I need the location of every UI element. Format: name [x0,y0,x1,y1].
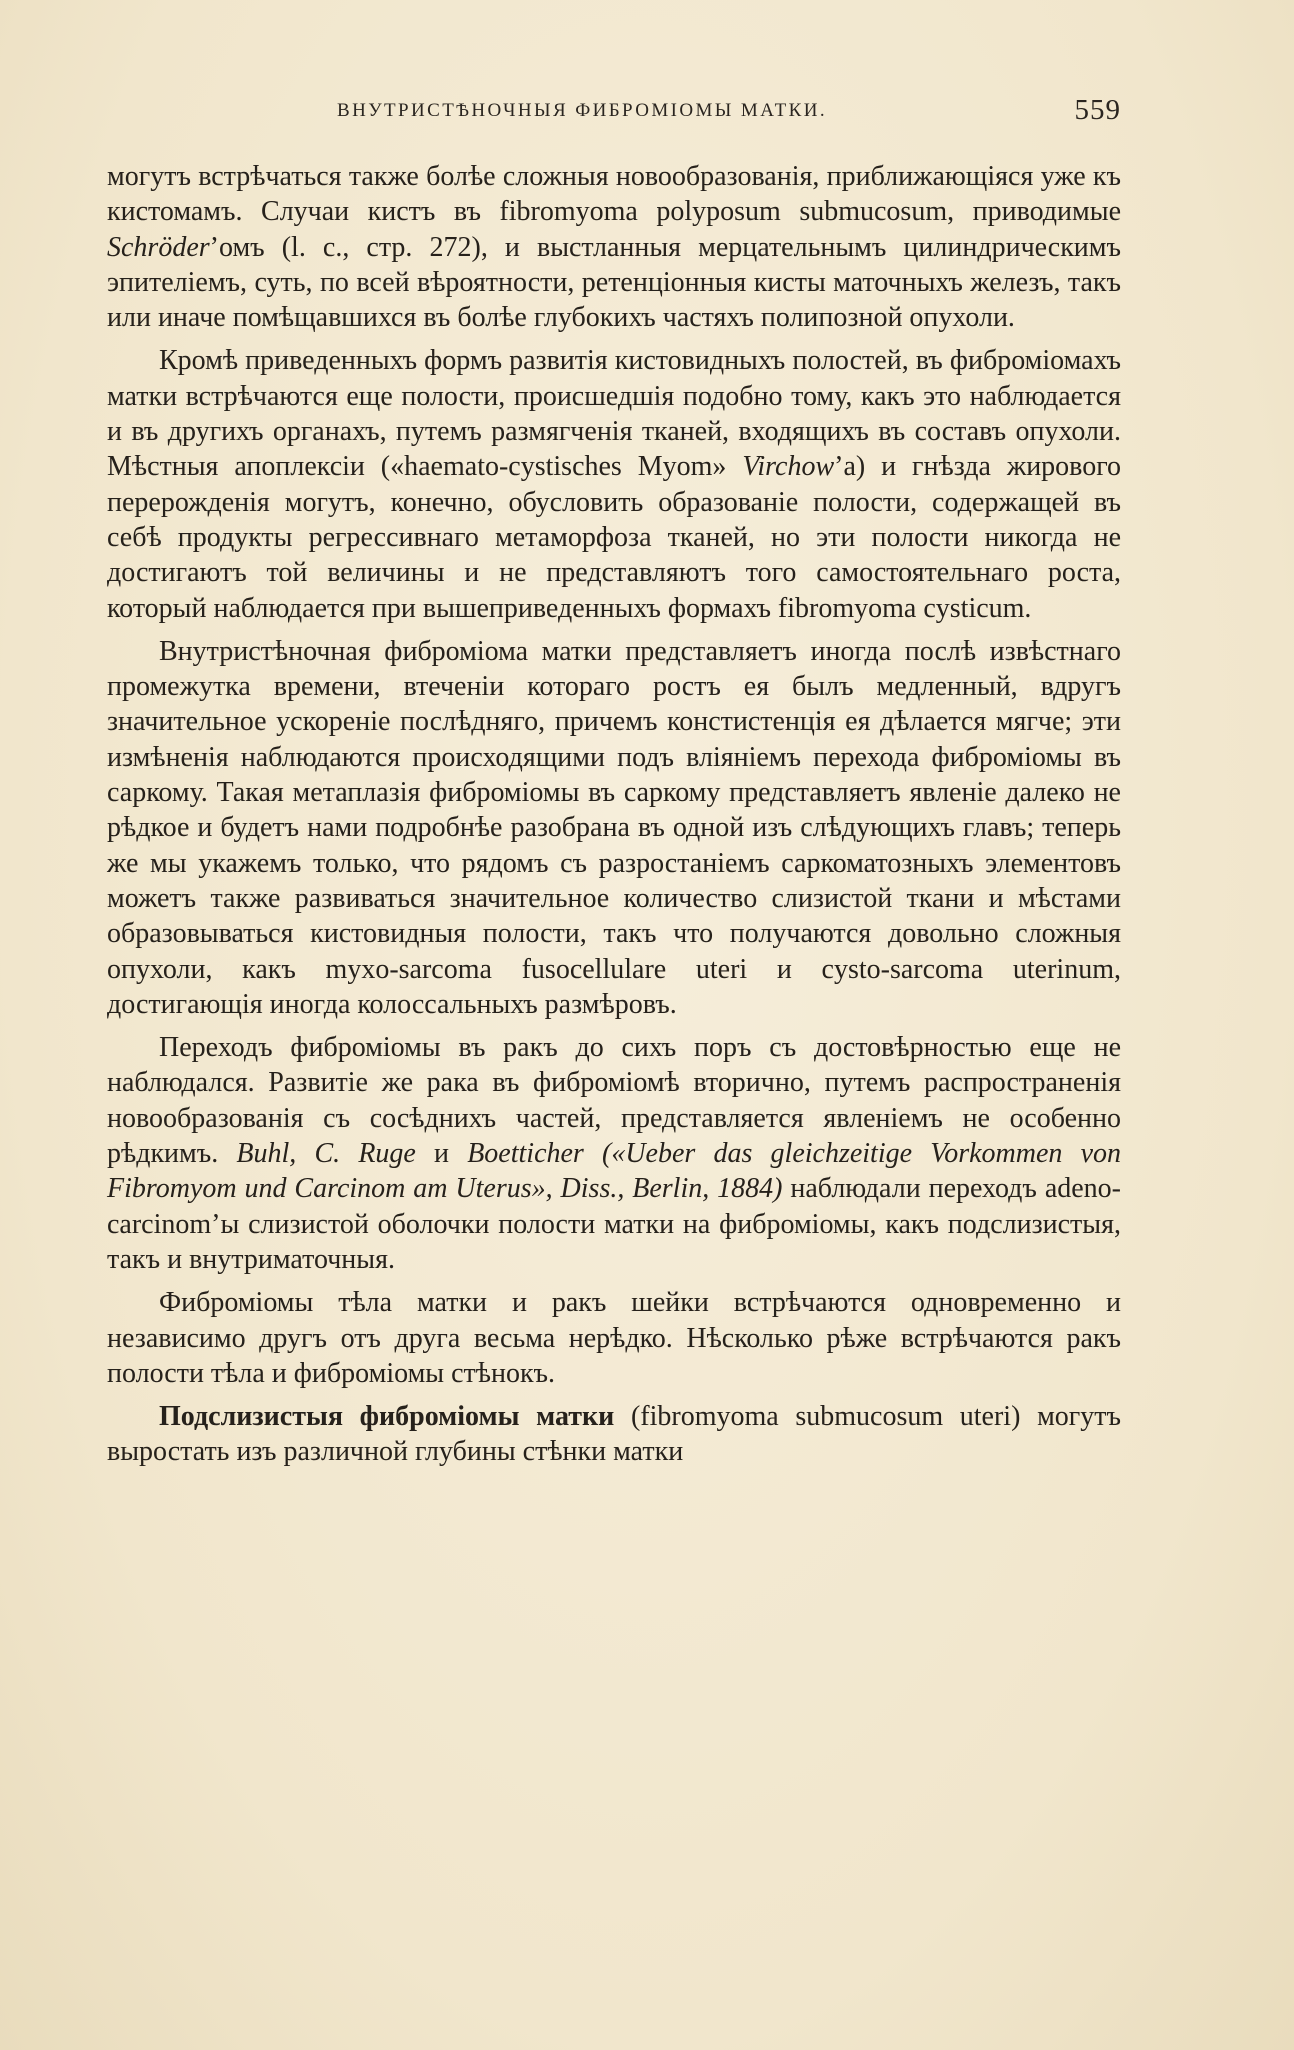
text-run: Кромѣ приведенныхъ формъ развитія кистовидныхъ полостей, въ фиброміомахъ матки встрѣчаются еще полости, происшедшія подобно тому, какъ это наблюдается и въ другихъ органахъ, путемъ размягченія тканей, входящихъ въ составъ опухоли. Мѣстныя апоплексіи («haemato-cystisches Myom» [107,345,1121,483]
text-run: Переходъ фиброміомы въ ракъ до сихъ поръ съ достовѣрностью еще не наблюдался. Развитіе же рака въ фиброміомѣ вторично, путемъ распространенія новообразованія съ сосѣднихъ частей, представляется явленіемъ не особенно рѣдкимъ. [107,1032,1121,1170]
paragraph [107,343,1121,625]
text-run: ’а) и гнѣзда жирового перерожденія могутъ, конечно, обусловить образованіе полости, содержащей въ себѣ продукты регрессивнаго метаморфоза тканей, но эти полости никогда не достигаютъ той величины и не представляютъ того самостоятельнаго роста, который наблюдается при вышеприведенныхъ формахъ fibromyoma cysticum. [107,451,1121,624]
page-header [107,94,1121,134]
paragraph [107,1030,1121,1277]
paragraph [107,159,1121,335]
bold-run: Подслизистыя фиброміомы матки [159,1401,615,1433]
text-run: и [415,1138,468,1170]
paragraph [107,634,1121,1022]
italic-run: Virchow [742,451,835,483]
body-text [107,159,1121,1478]
italic-run: Buhl, C. Ruge [236,1138,416,1170]
italic-run: Boetticher («Ueber das gleichzeitige Vorkommen von Fibromyom und Carcinom am Uterus», Diss., Berlin, 1884) [107,1138,1122,1205]
running-head: ВНУТРИСТѢНОЧНЫЯ ФИБРОМІОМЫ МАТКИ. [337,100,828,121]
page-number: 559 [1074,94,1121,126]
text-run: Внутристѣночная фиброміома матки представляетъ иногда послѣ извѣстнаго промежутка времени, втеченіи котораго ростъ ея былъ медленный, вдругъ значительное ускореніе послѣдняго, причемъ констистенція ея дѣлается мягче; эти измѣненія наблюдаются происходящими подъ вліяніемъ перехода фиброміомы въ саркому. Такая метаплазія фиброміомы въ саркому представляетъ явленіе далеко не рѣдкое и будетъ нами подробнѣе разобрана въ одной изъ слѣдующихъ главъ; теперь же мы укажемъ только, что рядомъ съ разростаніемъ саркоматозныхъ элементовъ можетъ также развиваться значительное количество слизистой ткани и мѣстами образовываться кистовидныя полости, такъ что получаются довольно сложныя опухоли, какъ myxo-sarcoma fusocellulare uteri и cysto-sarcoma uterinum, достигающія иногда колоссальныхъ размѣровъ. [107,635,1121,1020]
paragraph [107,1285,1121,1391]
text-run: Фиброміомы тѣла матки и ракъ шейки встрѣчаются одновременно и независимо другъ отъ друга весьма нерѣдко. Нѣсколько рѣже встрѣчаются ракъ полости тѣла и фиброміомы стѣнокъ. [107,1287,1121,1389]
paragraph [107,1399,1121,1470]
text-run: ’омъ (l. c., стр. 272), и выстланныя мерцательнымъ цилиндрическимъ эпителіемъ, суть, по всей вѣроятности, ретенціонныя кисты маточныхъ железъ, такъ или иначе помѣщавшихся въ болѣе глубокихъ частяхъ полипозной опухоли. [107,231,1121,334]
italic-run: Schröder [107,231,210,263]
text-run: могутъ встрѣчаться также болѣе сложныя новообразованія, приближающіяся уже къ кистомамъ. Случаи кистъ въ fibromyoma polyposum submucosum, приводимые [107,161,1121,228]
text-run: (fibromyoma submucosum uteri) могутъ выростать изъ различной глубины стѣнки матки [107,1401,1121,1468]
text-run: наблюдали переходъ adeno-carcinom’ы слизистой оболочки полости матки на фиброміомы, какъ подслизистыя, такъ и внутриматочныя. [107,1173,1121,1275]
